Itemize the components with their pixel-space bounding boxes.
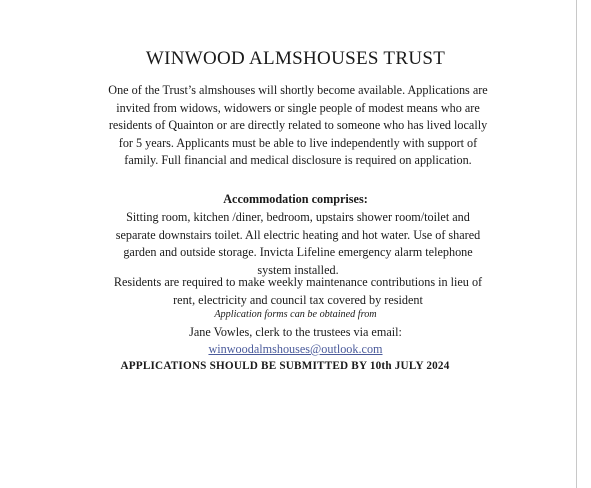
page-edge-line [576,0,577,488]
application-forms-note: Application forms can be obtained from [214,309,377,320]
residents-paragraph: Residents are required to make weekly maintenance contributions in lieu of rent, electricity and council tax covered by resident [113,275,483,307]
email-link[interactable]: winwoodalmshouses@outlook.com [208,342,383,356]
intro-paragraph: One of the Trust’s almshouses will shortly become available. Applications are invited from widows, widowers or single people of modest means who are residents of Quainton or are directly related to someone who has lived locally for 5 years. Applicants must be able to live independently with support of family. Full financial and medical disclosure is required on application. [108,83,488,168]
accommodation-paragraph: Sitting room, kitchen /diner, bedroom, upstairs shower room/toilet and separate downstairs toilet. All electric heating and hot water. Use of shared garden and outside storage. Invicta Lifeline emergency alarm telephone system installed. [115,210,481,277]
contact-line: Jane Vowles, clerk to the trustees via email: [189,325,402,339]
notice-title: WINWOOD ALMSHOUSES TRUST [145,48,446,69]
email-line [0,342,591,357]
accommodation-heading: Accommodation comprises: [223,192,368,206]
deadline-line: APPLICATIONS SHOULD BE SUBMITTED BY 10th JULY 2024 [120,360,450,372]
